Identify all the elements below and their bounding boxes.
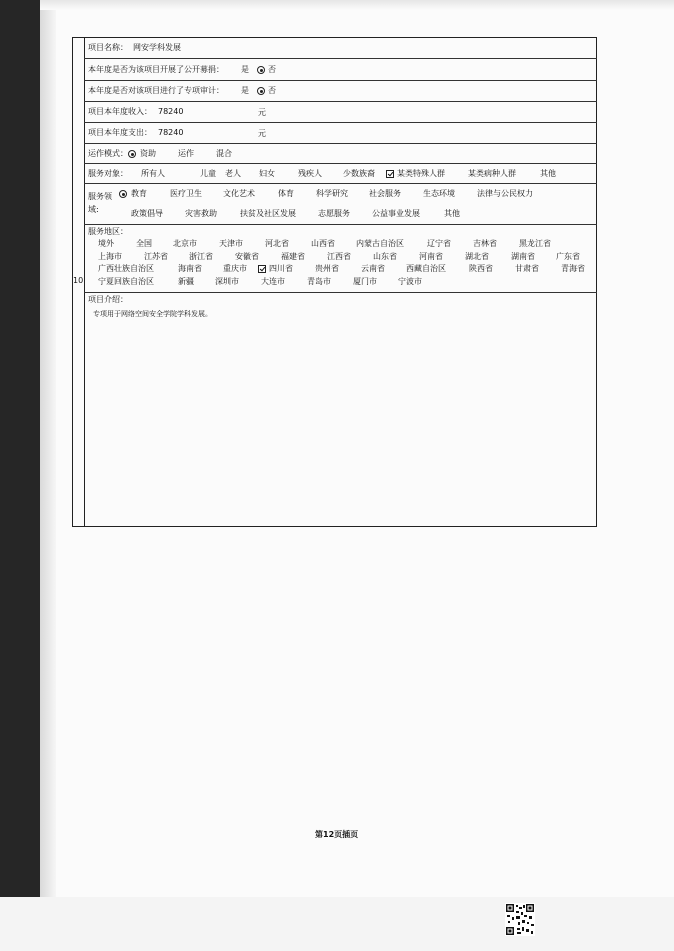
checkbox-checked-icon[interactable] — [386, 170, 394, 178]
area-option[interactable]: 内蒙古自治区 — [356, 239, 404, 248]
operation-mode-option[interactable]: 资助 — [140, 149, 156, 158]
qr-code-icon — [505, 903, 535, 936]
area-option[interactable]: 云南省 — [361, 264, 385, 273]
area-option[interactable]: 新疆 — [178, 277, 194, 286]
area-option[interactable]: 宁波市 — [398, 277, 422, 286]
area-option[interactable]: 吉林省 — [473, 239, 497, 248]
area-option[interactable]: 重庆市 — [223, 264, 247, 273]
table-left-column-line — [84, 37, 85, 527]
area-option[interactable]: 上海市 — [98, 252, 122, 261]
service-target-option[interactable]: 少数族裔 — [343, 169, 375, 178]
row-divider — [84, 80, 597, 81]
row-divider — [84, 143, 597, 144]
project-name-label: 项目名称： — [88, 43, 128, 52]
radio-selected-icon[interactable] — [257, 87, 265, 95]
area-option[interactable]: 江西省 — [327, 252, 351, 261]
area-option[interactable]: 厦门市 — [353, 277, 377, 286]
area-option[interactable]: 安徽省 — [235, 252, 259, 261]
service-field-option[interactable]: 教育 — [131, 189, 147, 198]
service-target-option[interactable]: 某类特殊人群 — [397, 169, 445, 178]
area-option[interactable]: 海南省 — [178, 264, 202, 273]
project-intro-text: 专项用于网络空间安全学院学科发展。 — [93, 310, 212, 318]
area-option[interactable]: 黑龙江省 — [519, 239, 551, 248]
area-option[interactable]: 湖北省 — [465, 252, 489, 261]
area-option[interactable]: 山西省 — [311, 239, 335, 248]
special-audit-no[interactable]: 否 — [268, 86, 276, 95]
area-option[interactable]: 辽宁省 — [427, 239, 451, 248]
service-target-option[interactable]: 妇女 — [259, 169, 275, 178]
area-option[interactable]: 贵州省 — [315, 264, 339, 273]
service-field-option[interactable]: 扶贫及社区发展 — [240, 209, 296, 218]
area-option[interactable]: 湖南省 — [511, 252, 535, 261]
area-option[interactable]: 四川省 — [269, 264, 293, 273]
special-audit-yes[interactable]: 是 — [241, 86, 249, 95]
service-target-option[interactable]: 其他 — [540, 169, 556, 178]
income-label: 项目本年度收入： — [88, 107, 152, 116]
expense-label: 项目本年度支出： — [88, 128, 152, 137]
row-divider — [84, 58, 597, 59]
service-area-label: 服务地区： — [88, 227, 128, 236]
operation-mode-label: 运作模式： — [88, 149, 128, 158]
service-field-label-cont: 域: — [88, 205, 99, 214]
operation-mode-option[interactable]: 运作 — [178, 149, 194, 158]
expense-value: 78240 — [158, 128, 184, 137]
service-field-label: 服务领 — [88, 192, 112, 201]
service-field-option[interactable]: 志愿服务 — [318, 209, 350, 218]
special-audit-label: 本年度是否对该项目进行了专项审计： — [88, 86, 224, 95]
checkbox-checked-icon[interactable] — [258, 265, 266, 273]
area-option[interactable]: 山东省 — [373, 252, 397, 261]
area-option[interactable]: 甘肃省 — [515, 264, 539, 273]
service-field-option[interactable]: 政策倡导 — [131, 209, 163, 218]
radio-selected-icon[interactable] — [128, 150, 136, 158]
public-fundraising-label: 本年度是否为该项目开展了公开募捐： — [88, 65, 224, 74]
scan-shadow — [40, 0, 56, 897]
service-target-option[interactable]: 儿童 — [200, 169, 216, 178]
service-field-option[interactable]: 生态环境 — [423, 189, 455, 198]
service-field-option[interactable]: 体育 — [278, 189, 294, 198]
service-target-option[interactable]: 某类病种人群 — [468, 169, 516, 178]
row-divider — [84, 224, 597, 225]
area-option[interactable]: 境外 — [98, 239, 114, 248]
page-label: 第12页插页 — [315, 830, 359, 839]
row-divider — [84, 292, 597, 293]
radio-selected-icon[interactable] — [119, 190, 127, 198]
area-option[interactable]: 宁夏回族自治区 — [98, 277, 154, 286]
project-intro-label: 项目介绍： — [88, 295, 128, 304]
service-field-option[interactable]: 灾害救助 — [185, 209, 217, 218]
area-option[interactable]: 河北省 — [265, 239, 289, 248]
footer-strip — [0, 897, 674, 951]
row-divider — [84, 101, 597, 102]
project-name-value: 网安学科发展 — [133, 43, 181, 52]
service-target-label: 服务对象： — [88, 169, 128, 178]
operation-mode-option[interactable]: 混合 — [216, 149, 232, 158]
service-target-option[interactable]: 所有人 — [141, 169, 165, 178]
area-option[interactable]: 青海省 — [561, 264, 585, 273]
service-target-option[interactable]: 残疾人 — [298, 169, 322, 178]
area-option[interactable]: 天津市 — [219, 239, 243, 248]
area-option[interactable]: 浙江省 — [189, 252, 213, 261]
public-fundraising-no[interactable]: 否 — [268, 65, 276, 74]
radio-selected-icon[interactable] — [257, 66, 265, 74]
service-target-option[interactable]: 老人 — [225, 169, 241, 178]
area-option[interactable]: 全国 — [136, 239, 152, 248]
area-option[interactable]: 河南省 — [419, 252, 443, 261]
area-option[interactable]: 北京市 — [173, 239, 197, 248]
income-unit: 元 — [258, 108, 266, 117]
scan-top-shade — [40, 0, 674, 10]
area-option[interactable]: 西藏自治区 — [406, 264, 446, 273]
expense-unit: 元 — [258, 129, 266, 138]
area-option[interactable]: 福建省 — [281, 252, 305, 261]
row-divider — [84, 183, 597, 184]
row-divider — [84, 163, 597, 164]
service-field-option[interactable]: 文化艺术 — [223, 189, 255, 198]
service-field-option[interactable]: 医疗卫生 — [170, 189, 202, 198]
area-option[interactable]: 江苏省 — [144, 252, 168, 261]
service-field-option[interactable]: 法律与公民权力 — [477, 189, 533, 198]
row-number: 10 — [73, 276, 84, 285]
area-option[interactable]: 青岛市 — [307, 277, 331, 286]
service-field-option[interactable]: 公益事业发展 — [372, 209, 420, 218]
service-field-option[interactable]: 其他 — [444, 209, 460, 218]
area-option[interactable]: 陕西省 — [469, 264, 493, 273]
area-option[interactable]: 大连市 — [261, 277, 285, 286]
service-field-option[interactable]: 社会服务 — [369, 189, 401, 198]
area-option[interactable]: 深圳市 — [215, 277, 239, 286]
row-divider — [84, 122, 597, 123]
area-option[interactable]: 广东省 — [556, 252, 580, 261]
service-field-option[interactable]: 科学研究 — [316, 189, 348, 198]
area-option[interactable]: 广西壮族自治区 — [98, 264, 154, 273]
income-value: 78240 — [158, 107, 184, 116]
public-fundraising-yes[interactable]: 是 — [241, 65, 249, 74]
